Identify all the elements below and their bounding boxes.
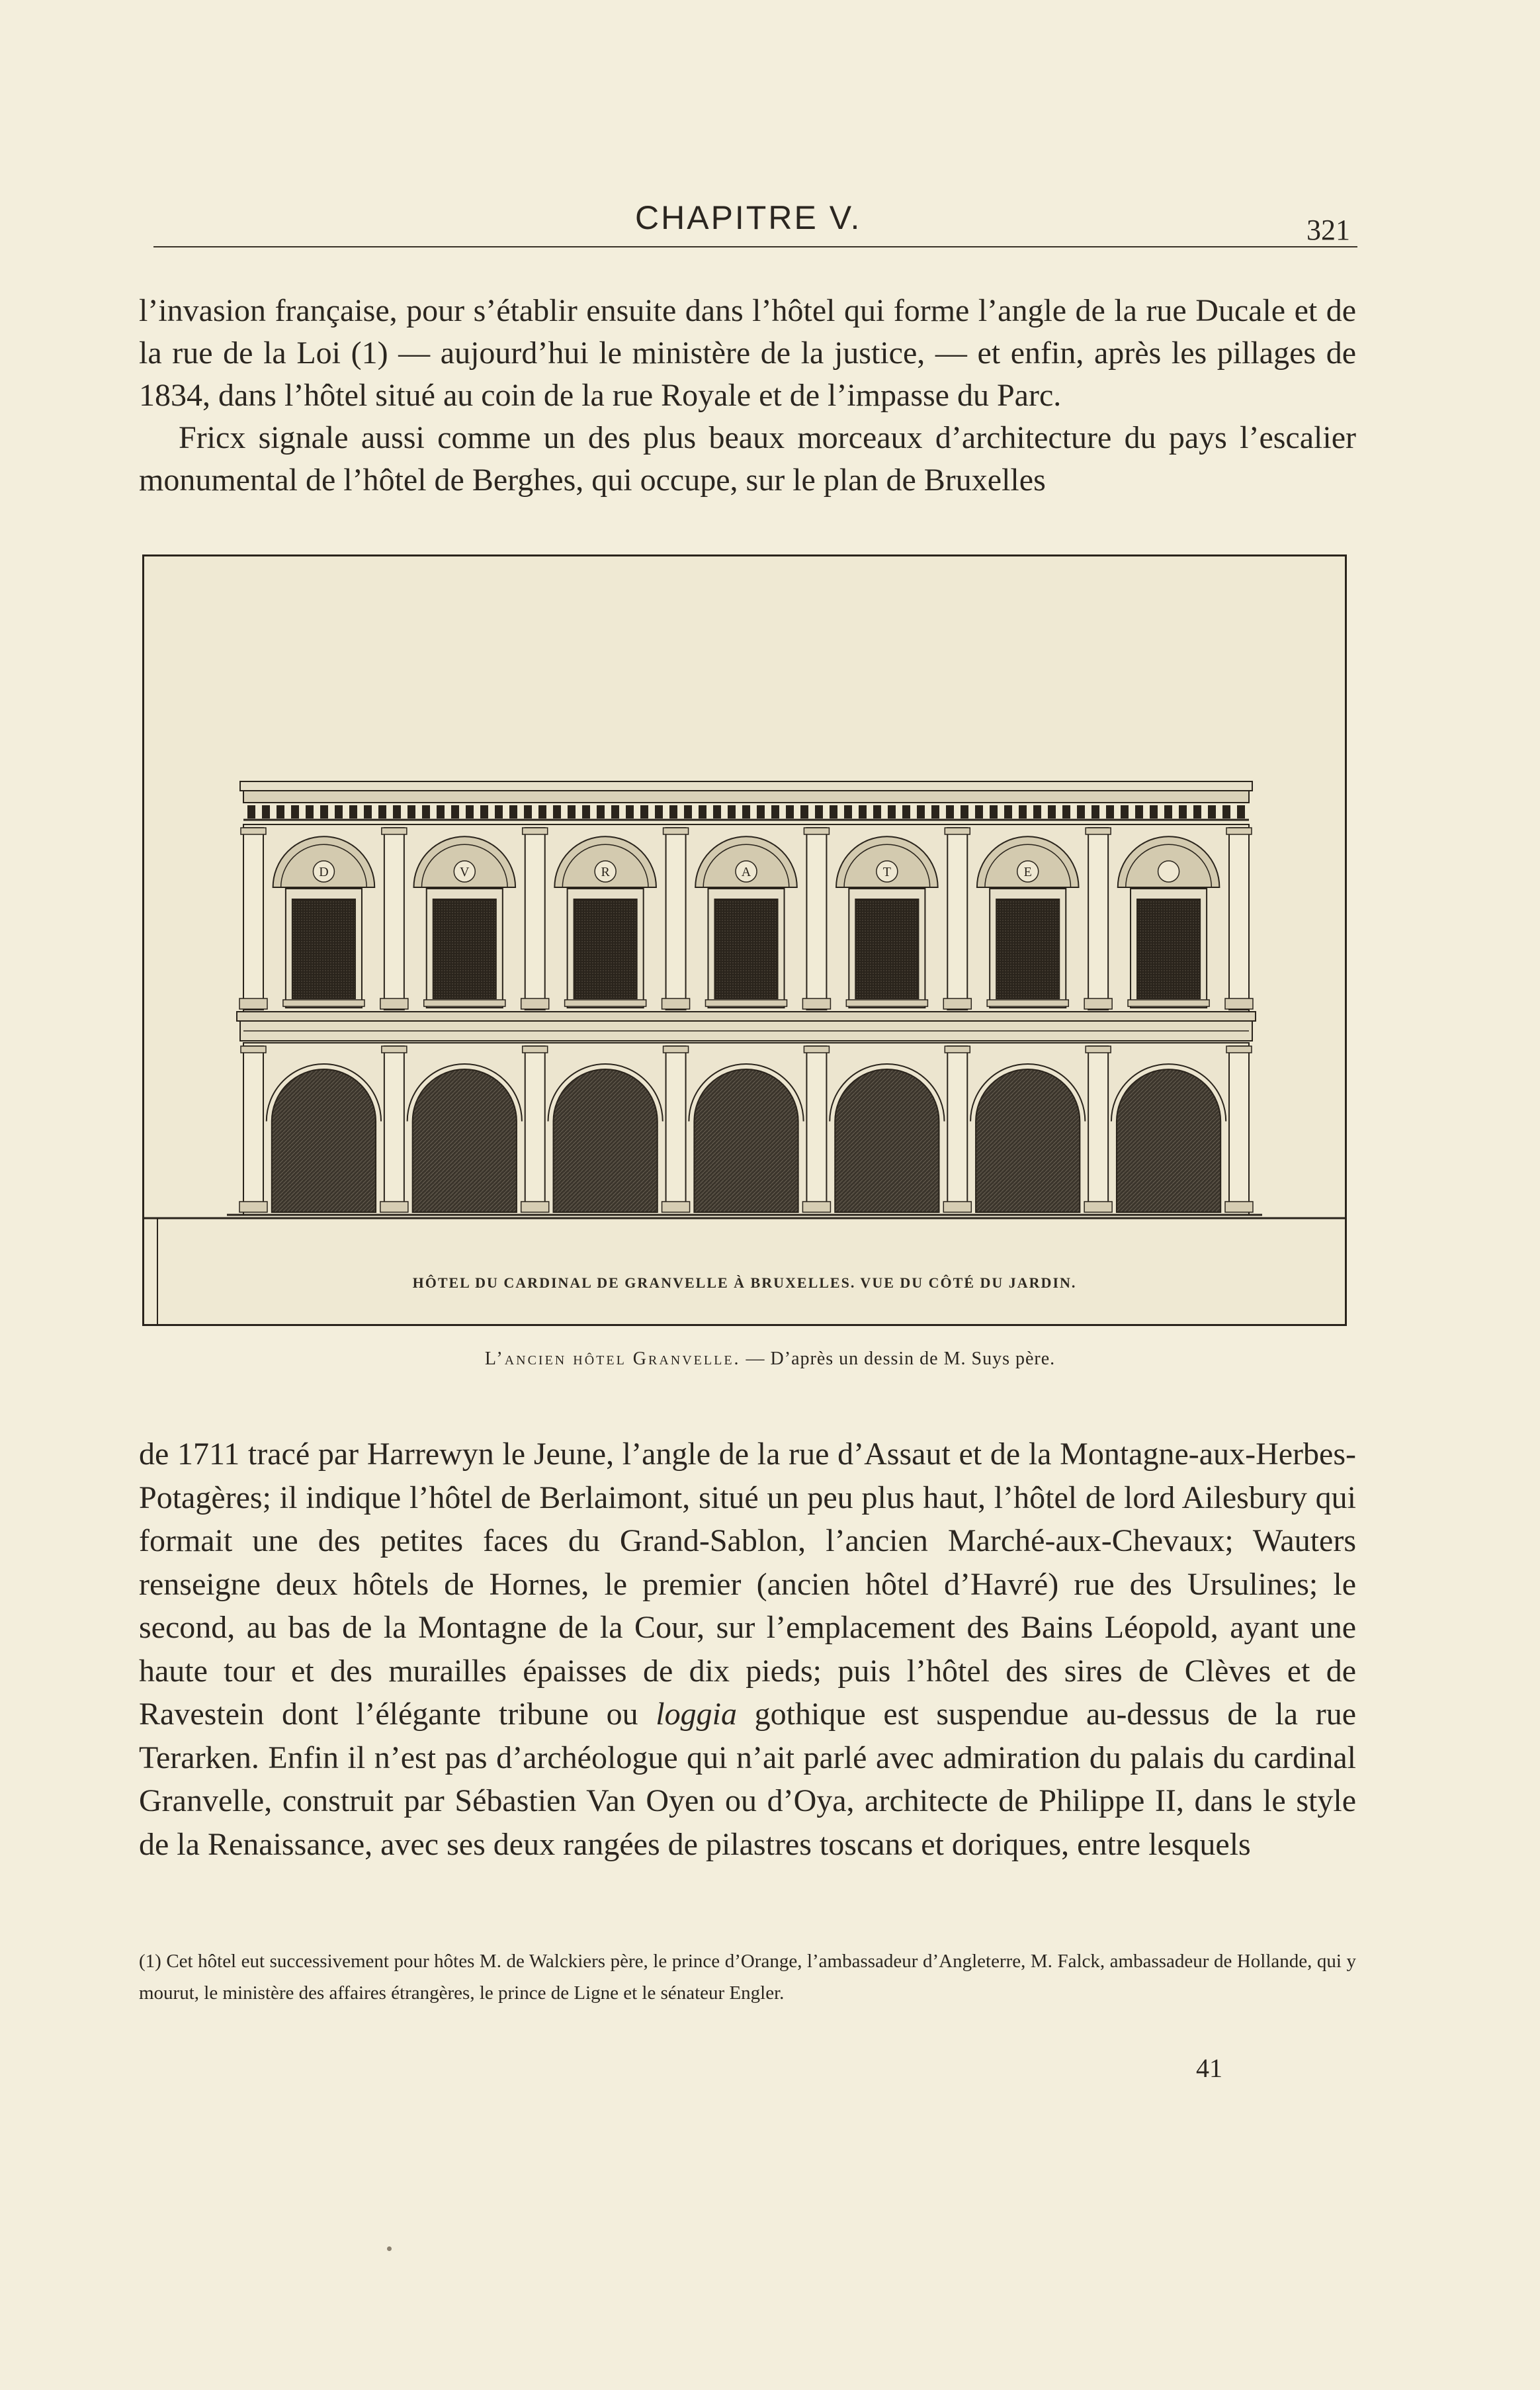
arcade-arch [554, 1069, 658, 1212]
medallion [1158, 861, 1179, 882]
window-sill [987, 1000, 1068, 1006]
dentil [306, 805, 314, 819]
dentil [1019, 805, 1027, 819]
dentil [946, 805, 954, 819]
dentil [422, 805, 430, 819]
dentil [757, 805, 765, 819]
medallion-letter: A [741, 865, 751, 879]
lower-pilaster [384, 1046, 404, 1212]
window-opening [996, 899, 1059, 998]
lower-pilaster [947, 1046, 967, 1212]
lower-pilaster [806, 1046, 826, 1212]
dentil [1135, 805, 1143, 819]
dentil [262, 805, 270, 819]
upper-pilaster [1088, 828, 1108, 1010]
upper-pilaster [1229, 828, 1249, 1010]
pilaster-capital [663, 1046, 689, 1053]
dentil [407, 805, 415, 819]
pilaster-base [380, 998, 408, 1009]
dentil [786, 805, 794, 819]
pilaster-base [521, 1202, 549, 1212]
dentil [1062, 805, 1070, 819]
paragraph: de 1711 tracé par Harrewyn le Jeune, l’angle de la rue d’Assaut et de la Montagne-aux-Herbes-Potagères; il indique l’hôtel de Berlaimont, situé un peu plus haut, l’hôtel de lord Ailesbury qui formait une des petites faces du Grand-Sablon, l’ancien Marché-aux-Chevaux; Wauters renseigne deux hôtels de Hornes, le premier (ancien hôtel d’Havré) rue des Ursulines; le second, au bas de la Montagne de la Cour, sur l’emplacement des Bains Léopold, ayant une haute tour et des murailles épaisses de dix pieds; puis l’hôtel des sires de Clèves et de Ravestein dont l’élégante tribune ou loggia gothique est suspendue au-dessus de la rue Terarken. Enfin il n’est pas d’archéologue qui n’ait parlé avec admiration du palais du cardinal Granvelle, construit par Sébastien Van Oyen ou d’Oya, architecte de Philippe II, dans le style de la Renaissance, avec ses deux rangées de pilastres toscans et doriques, entre lesquels [139, 1437, 1356, 1862]
pilaster-capital [523, 1046, 548, 1053]
lower-pilaster [1229, 1046, 1249, 1212]
chapter-title: CHAPITRE V. [635, 199, 862, 236]
engraving-caption: HÔTEL DU CARDINAL DE GRANVELLE À BRUXELLES. VUE DU CÔTÉ DU JARDIN. [412, 1274, 1077, 1291]
dentil [1004, 805, 1012, 819]
window-opening [855, 899, 918, 998]
dentil [917, 805, 925, 819]
pilaster-base [1225, 998, 1253, 1009]
dentil [844, 805, 852, 819]
dentil [466, 805, 474, 819]
paper-speck [387, 2246, 392, 2251]
medallion-letter: D [319, 865, 329, 879]
pilaster-base [662, 998, 690, 1009]
dentil [888, 805, 896, 819]
dentil [335, 805, 343, 819]
pilaster-capital [382, 1046, 407, 1053]
pilaster-capital [804, 1046, 829, 1053]
header-rule [153, 246, 1357, 247]
paragraph: l’invasion française, pour s’établir ensuite dans l’hôtel qui forme l’angle de la rue Ducale et de la rue de la Loi (1) — aujourd’hui le ministère de la justice, — et enfin, après les pillages de 1834, dans l’hôtel situé au coin de la rue Royale et de l’impasse du Parc. [139, 293, 1356, 413]
pilaster-capital [945, 828, 970, 834]
facade-illustration [144, 556, 1345, 1324]
dentil [699, 805, 706, 819]
cornice-band [243, 791, 1249, 803]
dentil [393, 805, 401, 819]
pilaster-base [1225, 1202, 1253, 1212]
upper-pilaster [666, 828, 686, 1010]
dentil [1033, 805, 1041, 819]
dentil [320, 805, 328, 819]
medallion-letter: V [460, 865, 470, 879]
dentil [859, 805, 867, 819]
dentil [1106, 805, 1114, 819]
dentil [277, 805, 284, 819]
medallion-letter: R [601, 865, 610, 879]
lower-pilaster [666, 1046, 686, 1212]
dentil [800, 805, 808, 819]
window-sill [424, 1000, 505, 1006]
pilaster-base [802, 1202, 830, 1212]
window-sill [1128, 1000, 1209, 1006]
arcade-arch [835, 1069, 939, 1212]
dentil [902, 805, 910, 819]
paragraph: Fricx signale aussi comme un des plus beaux morceaux d’architecture du pays l’escalier monumental de l’hôtel de Berghes, qui occupe, sur le plan de Bruxelles [139, 420, 1356, 498]
pilaster-base [943, 998, 971, 1009]
dentil [1193, 805, 1201, 819]
dentil [1091, 805, 1099, 819]
dentil [291, 805, 299, 819]
pilaster-capital [1086, 828, 1111, 834]
medallion-letter: E [1023, 865, 1032, 879]
lower-pilaster [243, 1046, 263, 1212]
window-sill [705, 1000, 787, 1006]
dentil [495, 805, 503, 819]
signature-mark: 41 [1196, 2053, 1222, 2083]
window-sill [565, 1000, 646, 1006]
dentil [597, 805, 605, 819]
footnote [139, 1945, 1356, 2009]
dentil [728, 805, 736, 819]
footnote-text: (1) Cet hôtel eut successivement pour hôtes M. de Walckiers père, le prince d’Orange, l’ambassadeur d’Angleterre, M. Falck, ambassadeur de Hollande, qui y mourut, le ministère des affaires étrangères, le prince de Ligne et le sénateur Engler. [139, 1951, 1356, 2004]
window-opening [574, 899, 637, 998]
dentil [626, 805, 634, 819]
figure-engraving [142, 554, 1347, 1326]
italic-term: loggia [656, 1697, 737, 1732]
dentil [1121, 805, 1129, 819]
pilaster-capital [1086, 1046, 1111, 1053]
dentil [247, 805, 255, 819]
dentil [509, 805, 517, 819]
arcade-arch [272, 1069, 376, 1212]
dentil [364, 805, 372, 819]
window-sill [846, 1000, 927, 1006]
pilaster-base [1084, 1202, 1112, 1212]
upper-pilaster [384, 828, 404, 1010]
dentil [640, 805, 648, 819]
dentil [582, 805, 590, 819]
pilaster-capital [663, 828, 689, 834]
dentil [480, 805, 488, 819]
dentil [1048, 805, 1056, 819]
dentil [873, 805, 881, 819]
pilaster-capital [241, 828, 266, 834]
pilaster-capital [804, 828, 829, 834]
dentil [1222, 805, 1230, 819]
upper-pilaster [806, 828, 826, 1010]
window-opening [1137, 899, 1200, 998]
lower-pilaster [525, 1046, 545, 1212]
dentil [830, 805, 837, 819]
pilaster-base [239, 998, 267, 1009]
figure-caption-title: L’ancien hôtel Granvelle. [484, 1349, 741, 1369]
dentil [990, 805, 998, 819]
arcade-arch [413, 1069, 517, 1212]
dentil [538, 805, 546, 819]
dentil [961, 805, 968, 819]
dentil [553, 805, 561, 819]
pilaster-capital [382, 828, 407, 834]
pilaster-capital [1226, 828, 1252, 834]
dentil [1237, 805, 1245, 819]
dentil [1077, 805, 1085, 819]
pilaster-base [521, 998, 549, 1009]
body-text-top [139, 290, 1356, 502]
window-opening [433, 899, 496, 998]
dentil [713, 805, 721, 819]
pilaster-base [380, 1202, 408, 1212]
dentil [1164, 805, 1172, 819]
window-sill [283, 1000, 364, 1006]
pilaster-base [802, 998, 830, 1009]
cornice-top [240, 781, 1252, 791]
upper-pilaster [947, 828, 967, 1010]
medallion-letter: T [882, 865, 891, 879]
figure-caption [0, 1349, 1540, 1370]
window-opening [714, 899, 777, 998]
dentil [975, 805, 983, 819]
running-head [0, 199, 1540, 251]
dentil [611, 805, 619, 819]
pilaster-capital [1226, 1046, 1252, 1053]
dentil [349, 805, 357, 819]
pilaster-capital [241, 1046, 266, 1053]
dentil [815, 805, 823, 819]
dentil [1208, 805, 1216, 819]
pilaster-base [1084, 998, 1112, 1009]
dentil [378, 805, 386, 819]
dentil [1150, 805, 1158, 819]
arcade-arch [694, 1069, 798, 1212]
dentil [931, 805, 939, 819]
dentil [771, 805, 779, 819]
dentil [742, 805, 750, 819]
dentil [437, 805, 445, 819]
pilaster-base [239, 1202, 267, 1212]
pilaster-base [943, 1202, 971, 1212]
upper-pilaster [525, 828, 545, 1010]
dentil [1179, 805, 1187, 819]
dentil [568, 805, 576, 819]
dentil [655, 805, 663, 819]
string-course [237, 1012, 1256, 1021]
figure-caption-credit: — D’après un dessin de M. Suys père. [740, 1349, 1056, 1369]
pilaster-capital [945, 1046, 970, 1053]
lower-pilaster [1088, 1046, 1108, 1212]
dentil [451, 805, 459, 819]
window-opening [292, 899, 355, 998]
dentil [669, 805, 677, 819]
upper-pilaster [243, 828, 263, 1010]
dentil [684, 805, 692, 819]
arcade-arch [1117, 1069, 1220, 1212]
body-text-bottom [139, 1433, 1356, 1866]
pilaster-capital [523, 828, 548, 834]
pilaster-base [662, 1202, 690, 1212]
page-number: 321 [1306, 214, 1350, 246]
arcade-arch [976, 1069, 1080, 1212]
dentil [524, 805, 532, 819]
